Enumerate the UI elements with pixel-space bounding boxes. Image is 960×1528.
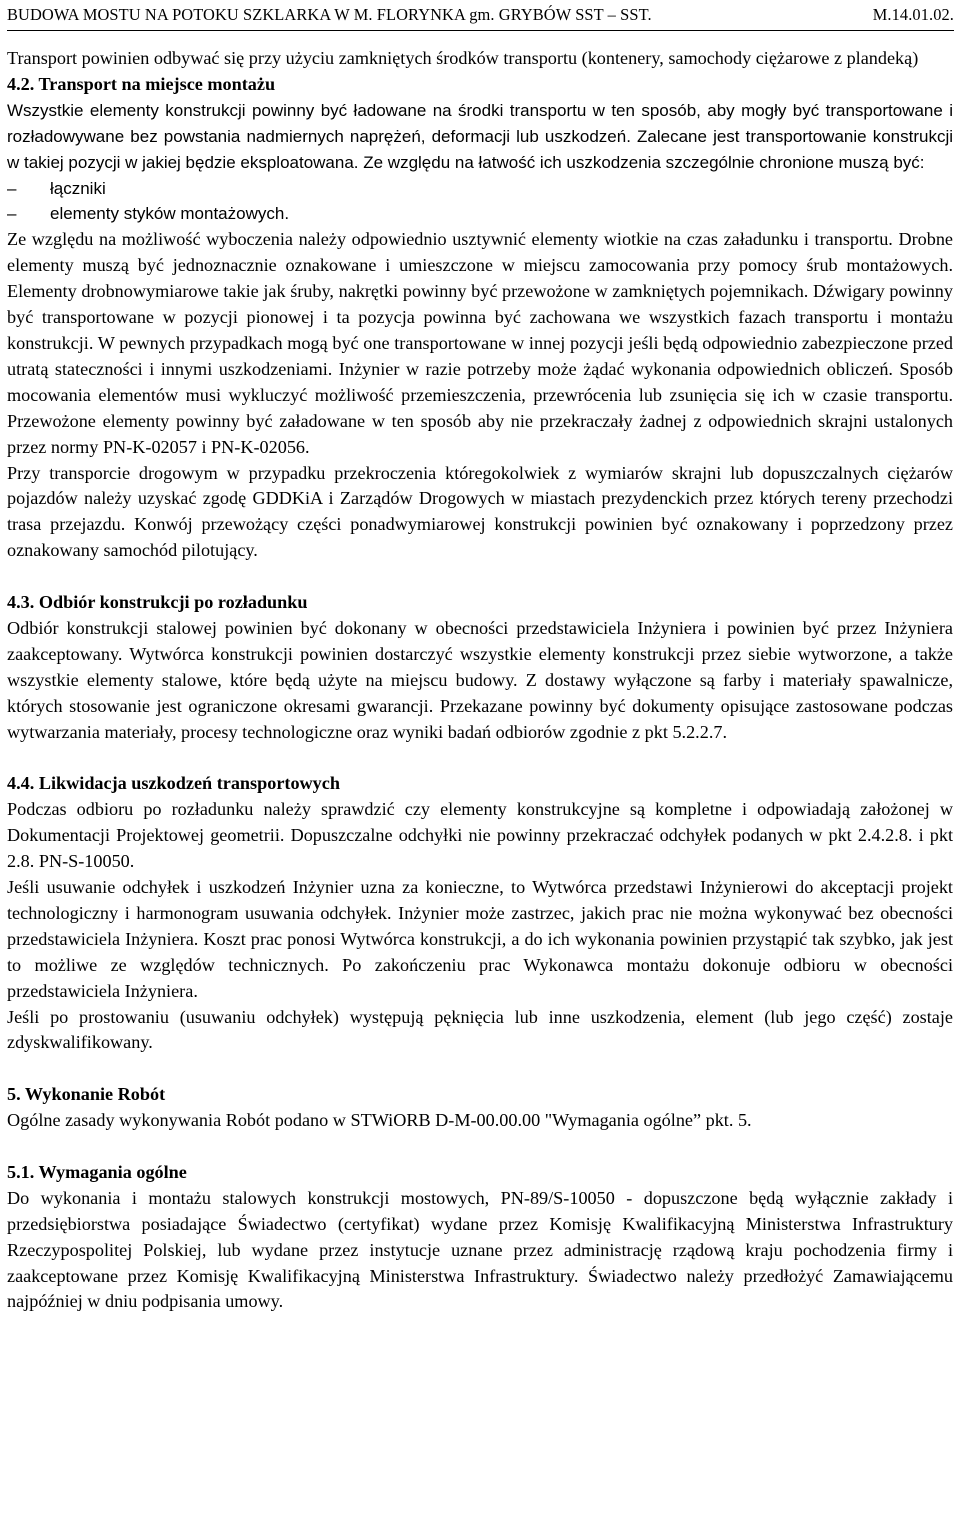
- list-item-text: łączniki: [50, 178, 106, 198]
- section-heading-5: [7, 1082, 953, 1108]
- header-rule: [7, 30, 954, 31]
- spacer: [7, 564, 953, 590]
- section-title: Wykonanie Robót: [24, 1084, 166, 1105]
- spacer: [7, 1134, 953, 1160]
- paragraph-road-transport: Przy transporcie drogowym w przypadku przekroczenia któregokolwiek z wymiarów skrajni lub dopuszczalnych ciężarów pojazdów należy uzyskać zgodę GDDKiA i Zarządów Drogowych w miastach prezydenckich przez których tereny przechodzi trasa przejazdu. Konwój przewożący części ponadwymiarowej konstrukcji powinien być oznakowany i poprzedzony przez oznakowany samochód pilotujący.: [7, 462, 953, 561]
- paragraph-deviation-removal: Jeśli usuwanie odchyłek i uszkodzeń Inżynier uzna za konieczne, to Wytwórca przedstawi Inżynierowi do akceptacji projekt technologiczny i harmonogram usuwania odchyłek. Inżynier może zastrzec, jakich prac nie można wykonywać bez obecności przedstawiciela Inżyniera. Koszt prac ponosi Wytwórca konstrukcji, a do ich wykonania powinien przystąpić tak szybko, jak jest to możliwe ze względów technicznych. Po zakończeniu prac Wykonawca montażu dokonuje odbioru w obecności przedstawiciela Inżyniera.: [7, 876, 953, 1001]
- paragraph-loading: Wszystkie elementy konstrukcji powinny być ładowane na środki transportu w ten sposób, aby mogły być transportowane i rozładowywane bez powstania nadmiernych naprężeń, deformacji lub uszkodzeń. Zalecane jest transportowanie konstrukcji w takiej pozycji w jakiej będzie eksploatowana. Ze względu na łatwość ich uszkodzenia szczególnie chronione muszą być:: [7, 100, 953, 172]
- paragraph-general-rules: Ogólne zasady wykonywania Robót podano w STWiORB D-M-00.00.00 "Wymagania ogólne” pkt. 5.: [7, 1110, 752, 1131]
- header-code: M.14.01.02.: [872, 5, 954, 24]
- list-item: [7, 201, 953, 227]
- spacer: [7, 745, 953, 771]
- section-number: 5.: [7, 1084, 21, 1105]
- dash-bullet: –: [7, 204, 17, 224]
- section-title: Odbiór konstrukcji po rozładunku: [38, 592, 308, 613]
- paragraph-acceptance: Odbiór konstrukcji stalowej powinien być dokonany w obecności przedstawiciela Inżyniera i powinien być przez Inżyniera zaakceptowany. Wytwórca konstrukcji powinien dostarczyć wszystkie elementy konstrukcji przez siebie wytworzone, a także wszystkie elementy stalowe, które będą użyte na miejscu budowy. Z dostawy wyłączone są farby i materiały spawalnicze, których stosowanie jest ograniczone okresami gwarancji. Przekazane powinny być dokumenty opisujące zastosowane podczas wytwarzania materiały, procesy technologiczne oraz wyniki badań odbiorów zgodnie z pkt 5.2.2.7.: [7, 617, 953, 742]
- section-number: 4.4.: [7, 773, 35, 794]
- section-heading-4-2: [7, 72, 953, 98]
- section-title: Likwidacja uszkodzeń transportowych: [38, 773, 340, 794]
- list-item: [7, 176, 953, 202]
- section-heading-4-4: [7, 771, 953, 797]
- paragraph-disqualification: Jeśli po prostowaniu (usuwaniu odchyłek) występują pęknięcia lub inne uszkodzenia, element (lub jego część) zostaje zdyskwalifikowany.: [7, 1006, 953, 1053]
- paragraph-certification: Do wykonania i montażu stalowych konstrukcji mostowych, PN-89/S-10050 - dopuszczone będą wyłącznie zakłady i przedsiębiorstwa posiadające Świadectwo (certyfikat) wydane przez Komisję Kwalifikacyjną Ministerstwa Infrastruktury Rzeczypospolitej Polskiej, lub wydane przez instytucje uznane przez administrację rządową kraju pochodzenia firmy i zaakceptowane przez Komisję Kwalifikacyjną Ministerstwa Infrastruktury. Świadectwo należy przedłożyć Zamawiającemu najpóźniej w dniu podpisania umowy.: [7, 1187, 953, 1312]
- page-header: [7, 5, 954, 32]
- section-number: 4.3.: [7, 592, 35, 613]
- section-heading-5-1: [7, 1160, 953, 1186]
- paragraph-transport-closed: Transport powinien odbywać się przy użyciu zamkniętych środków transportu (kontenery, samochody ciężarowe z plandeką): [7, 48, 919, 68]
- header-title: BUDOWA MOSTU NA POTOKU SZKLARKA W M. FLORYNKA gm. GRYBÓW SST – SST.: [7, 5, 652, 24]
- section-number: 4.2.: [7, 73, 35, 94]
- spacer: [7, 1056, 953, 1082]
- paragraph-inspection: Podczas odbioru po rozładunku należy sprawdzić czy elementy konstrukcyjne są kompletne i odpowiadają założonej w Dokumentacji Projektowej geometrii. Dopuszczalne odchyłki nie powinny przekraczać odchyłek podanych w pkt 2.4.2.8. i pkt 2.8. PN-S-10050.: [7, 799, 953, 872]
- paragraph-buckling: Ze względu na możliwość wyboczenia należy odpowiednio usztywnić elementy wiotkie na czas załadunku i transportu. Drobne elementy muszą być jednoznacznie oznakowane i umieszczone w miejscu zamocowania przy pomocy śrub montażowych. Elementy drobnowymiarowe takie jak śruby, nakrętki powinny być przewożone w zamkniętych pojemnikach. Dźwigary powinny być transportowane w pozycji pionowej i ta pozycja powinna być zachowana we wszystkich fazach transportu i montażu konstrukcji. W pewnych przypadkach mogą być one transportowane w innej pozycji jeśli będą odpowiednio zabezpieczone przed utratą stateczności i innymi uszkodzeniami. Inżynier w razie potrzeby może żądać wykonania odpowiednich obliczeń. Sposób mocowania elementów musi wykluczyć możliwość przemieszczenia, przewrócenia lub zsunięcia się ich w czasie transportu. Przewożone elementy powinny być załadowane w ten sposób aby nie przekraczały żadnej z odpowiednich skrajni ustalonych przez normy PN-K-02057 i PN-K-02056.: [7, 229, 953, 457]
- list-item-text: elementy styków montażowych.: [50, 204, 290, 224]
- section-title: Transport na miejsce montażu: [38, 73, 276, 94]
- section-heading-4-3: [7, 590, 953, 616]
- dash-bullet: –: [7, 178, 17, 198]
- section-title: Wymagania ogólne: [38, 1161, 187, 1182]
- section-number: 5.1.: [7, 1161, 35, 1182]
- document-body: [7, 46, 953, 1315]
